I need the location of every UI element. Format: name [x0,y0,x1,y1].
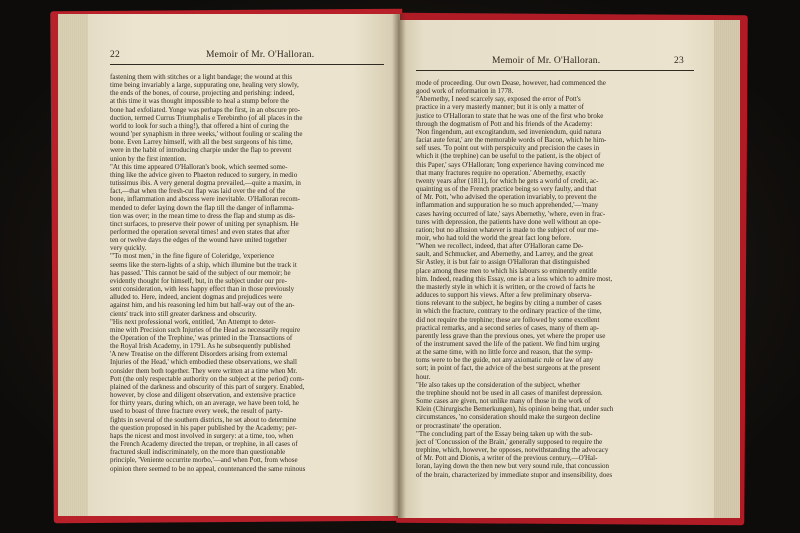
page-edges-right [712,20,740,518]
text-line: did not require the trephine; these are followed by some excellent [416,315,600,324]
left-running-head: Memoir of Mr. O'Halloran. [206,50,315,60]
text-line: wound 'per synaphism in three weeks,' without fouling or scaling the [110,130,303,139]
right-page-number: 23 [674,56,684,66]
book-gutter-shadow [392,14,406,518]
right-running-head: Memoir of Mr. O'Halloran. [492,56,601,66]
text-line: "'To most men,' in the fine figure of Coleridge, 'experience [110,252,275,261]
text-line: performed the operation several times! and even states that after [110,227,290,236]
text-line: the Royal Irish Academy, in 1791. As he subsequently published [110,342,291,351]
text-line: tutissimus ibis. A very general dogma prevailed,—quite a maxim, in [110,179,301,188]
right-page [398,20,714,518]
text-line: opinion there seemed to be no appeal, countenanced the same ruinous [110,464,306,473]
text-line: the French Academy directed the trepan, or trephine, in all cases of [110,440,298,449]
text-line: tions relevant to the subject, he begins by citing a number of cases [416,299,602,308]
text-line: used to boast of three fracture every week, the result of party- [110,407,283,416]
right-header-rule [416,70,694,71]
text-line: however, by close and diligent observation, and extensive practice [110,391,296,400]
text-line: justice to O'Halloran to state that he was one of the first who broke [416,111,604,120]
text-line: through the dogmatism of Pott and his friends of the Academy: [416,119,593,128]
text-line: tion was over; in the mean time to dress the flap and stump as dis- [110,211,296,220]
text-line: tinct surfaces, to preserve their power of uniting per synaphism. He [110,219,299,228]
text-line: ten or twelve days the edges of the wound have united together [110,236,287,245]
text-line: Pott (the only respectable authority on the subject at the period) com- [110,374,305,383]
text-line: sent consideration, with less happy effect than in those previously [110,285,295,294]
text-line: toms were to be the guide, not any axiomatic rule or law of any [416,356,594,365]
right-page-text [416,79,694,479]
text-line: loran, laying down the then new but very sound rule, that concussion [416,462,610,471]
text-line: were in the habit of introducing charpie under the flap to prevent [110,146,292,155]
text-line: the masterly style in which it is written, or the crowd of facts he [416,282,595,291]
text-line: Klein (Chirurgische Bemerkungen), his opinion being that, under such [416,405,614,414]
text-line: 'A new Treatise on the different Disorders arising from external [110,350,288,359]
text-line: hour. [416,372,431,381]
text-line: the Operation of the Trephine,' was printed in the Transactions of [110,334,293,342]
text-line: "His next professional work, entitled, 'An Attempt to deter- [110,317,276,326]
text-line: or procrastinate' the operation. [416,421,502,430]
text-line: cients' track into still greater darkness and obscurity. [110,309,257,318]
text-line: twenty years after (1811), for which he gets a world of credit, ac- [416,176,599,185]
text-line: mode of proceeding. Our own Dease, however, had commenced the [416,79,606,87]
text-line: at the same time, with no little force and reason, that the symp- [416,348,593,357]
text-line: sault, and Schmucker, and Abernethy, and Larrey, and the great [416,250,594,259]
text-line: "He also takes up the consideration of the subject, whether [416,380,581,389]
text-line: of Mr. Pott, 'who advised the operation invariably, to prevent the [416,193,597,202]
text-line: fact,—that when the fresh-cut flap was laid over the end of the [110,187,286,196]
text-line: bone. Even Larrey himself, with all the best surgeons of his time, [110,138,293,147]
text-line: union by the first intention. [110,154,187,163]
text-line: "Abernethy, I need scarcely say, exposed the error of Pott's [416,95,581,104]
text-line: plained of the darkness and obscurity of this part of surgery. Enabled, [110,382,305,391]
text-line: bone had exfoliated. Yonge was perhaps the first, in an obscure pro- [110,105,301,114]
text-line: quainting us of the French practice being so very faulty, and that [416,185,597,194]
text-line: "At this time appeared O'Halloran's book, which seemed some- [110,162,288,171]
text-line: the question proposed in his paper published by the Academy; per- [110,423,297,432]
text-line: trephine, which, however, he opposes, notwithstanding the advocacy [416,446,609,455]
text-line: moir, who had told the world the great fact long before. [416,233,572,242]
text-line: "When we recollect, indeed, that after O'Halloran came De- [416,242,584,251]
text-line: practice in a very masterly manner; but it is only a matter of [416,103,584,112]
text-line: consider them both together. They were written at a time when Mr. [110,366,298,375]
text-line: Injuries of the Head,' which embodied these observations, we shall [110,358,297,367]
text-line: tures with depression, the patients have done well without an ope- [416,217,601,226]
text-line: the trephine should not be used in all cases of manifest depression. [416,388,603,397]
text-line: Some cases are given, not unlike many of those in the work of [416,397,591,406]
text-line: at this time it was thought impossible to heal a stump before the [110,97,289,106]
text-line: sort; in point of fact, the advice of the best surgeons at the present [416,364,601,373]
text-line: this Paper,' says O'Halloran; 'long experience having convinced me [416,160,604,169]
text-line: that many fractures require no operation.' Abernethy, exactly [416,168,586,177]
text-line: mended to defer laying down the flap till the danger of inflamma- [110,203,295,212]
text-line: duction, termed Currus Triumphalis e Terebintho (of all places in the [110,113,303,122]
text-line: faciat aute ferat,' are the memorable words of Bacon, which he him- [416,136,607,145]
text-line: for thirty years, during which, on an average, we have been told, he [110,399,299,408]
text-line: mine with Precision such Injuries of the Head as necessarily require [110,325,301,334]
text-line: circumstances, 'no consideration should make the surgeon decline [416,413,601,422]
left-page-number: 22 [110,50,120,60]
text-line: of the instrument saved the life of the patient. We find him urging [416,340,600,348]
text-line: thing like the advice given to Phaeton reduced to surgery, in medio [110,170,298,179]
text-line: time being invariably a large, suppurating one, healing very slowly, [110,81,299,90]
text-line: in which the fracture, contrary to the ordinary practice of the time, [416,307,602,316]
text-line: evidently thought for himself, but, in the subject under our pre- [110,276,287,285]
text-line: fights in several of the southern districts, he set about to determine [110,415,297,424]
text-line: which it (the trephine) can be useful to the patient, is the object of [416,152,601,161]
text-line: ject of 'Concussion of the Brain,' generally supposed to require the [416,437,603,446]
text-line: self uses. 'To point out with perspicuity and precision the cases in [416,144,600,153]
text-line: 'Non fingendum, aut excogitandum, sed inveniendum, quid natura [416,127,602,136]
text-line: inflammation and suppuration he so much apprehended,'—'many [416,201,599,210]
text-line: him. Indeed, reading this Essay, one is at a loss which to admire most, [416,274,613,283]
text-line: practical remarks, and a second series of cases, many of them ap- [416,323,599,332]
text-line: of the brain, characterized by immediate stupor and insensibility, does [416,470,613,479]
text-line: world to look for such a thing!), that offered a hint of curing the [110,121,289,130]
text-line: principle, 'Veniente occurrite morbo,'—and when Pott, from whose [110,456,298,465]
text-line: ration; but no allusion whatever is made to the subject of our me- [416,225,599,234]
text-line: parently less grave than the previous ones, yet where the proper use [416,331,606,340]
text-line: alluded to. Here, indeed, ancient dogmas and prejudices were [110,293,283,302]
text-line: has passed.' This cannot be said of the subject of our memoir; he [110,268,291,277]
text-line: bone, inflammation and abscess were inevitable. O'Halloran recom- [110,195,300,204]
text-line: adduces to support his views. After a few preliminary observa- [416,291,592,300]
text-line: fastening them with stitches or a light bandage; the wound at this [110,73,293,81]
text-line: fractured skull indiscriminately, on the more than questionable [110,448,286,457]
text-line: the ends of the bones, of course, projecting and perishing: indeed, [110,89,295,98]
text-line: good work of reformation in 1778. [416,87,514,96]
text-line: cases having occurred of late,' says Abernethy, 'where, even in frac- [416,209,606,218]
text-line: haps the nicest and most involved in surgery: at a time, too, when [110,431,294,440]
text-line: very quickly. [110,244,147,253]
left-header-rule [110,64,384,65]
left-page-text [110,73,384,473]
text-line: "The concluding part of the Essay being taken up with the sub- [416,429,593,438]
text-line: place among these men to which his labours so eminently entitle [416,266,597,275]
text-line: against him, and his reasoning led him but half-way out of the an- [110,301,295,310]
text-line: Sir Astley, it is but fair to assign O'Halloran that distinguished [416,258,590,267]
text-line: of Mr. Pott and Dionis, a writer of the previous century,—O'Hal- [416,454,598,463]
left-page [88,14,400,516]
text-line: seems like the stern-lights of a ship, which illumine but the track it [110,260,297,269]
